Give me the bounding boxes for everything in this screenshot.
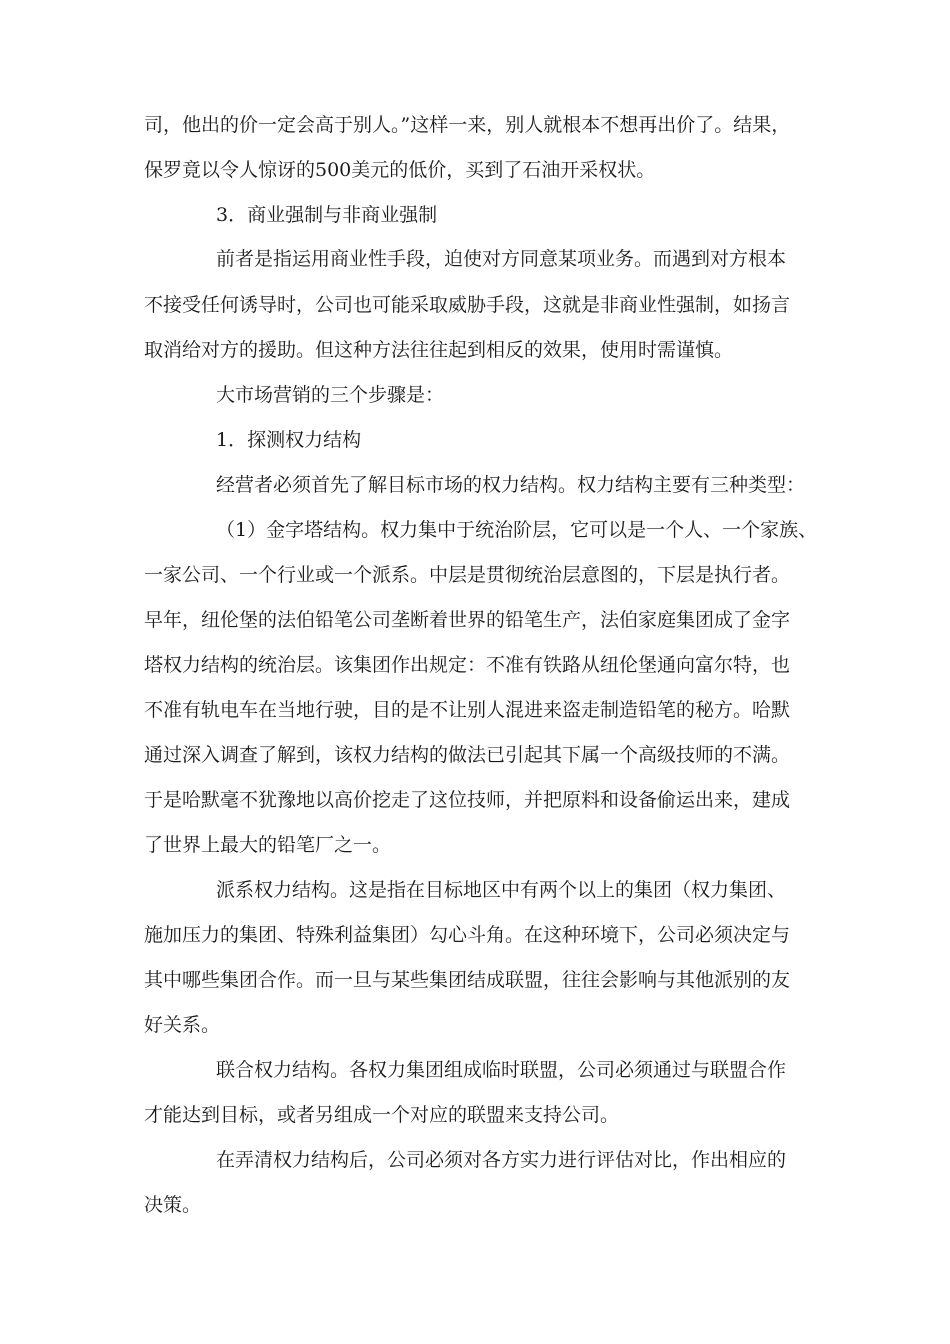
text-line: 通过深入调查了解到，该权力结构的做法已引起其下属一个高级技师的不满。: [144, 744, 791, 766]
text-line: 施加压力的集团、特殊利益集团）勾心斗角。在这种环境下，公司必须决定与: [144, 924, 791, 946]
text-line: 于是哈默毫不犹豫地以高价挖走了这位技师，并把原料和设备偷运出来，建成: [144, 789, 791, 811]
text-line: 不接受任何诱导时，公司也可能采取威胁手段，这就是非商业性强制，如扬言: [144, 294, 791, 316]
text-line: 早年，纽伦堡的法伯铅笔公司垄断着世界的铅笔生产，法伯家庭集团成了金字: [144, 609, 791, 631]
text-line: 一家公司、一个行业或一个派系。中层是贯彻统治层意图的，下层是执行者。: [144, 564, 791, 586]
text-line: 保罗竟以令人惊讶的500美元的低价，买到了石油开采权状。: [144, 159, 656, 181]
text-line: 司，他出的价一定会高于别人。”这样一来，别人就根本不想再出价了。结果，: [144, 114, 791, 136]
text-line: 在弄清权力结构后，公司必须对各方实力进行评估对比，作出相应的: [216, 1149, 787, 1171]
text-line: 才能达到目标，或者另组成一个对应的联盟来支持公司。: [144, 1104, 620, 1126]
text-line: 了世界上最大的铅笔厂之一。: [144, 834, 392, 856]
text-line: 大市场营销的三个步骤是：: [216, 384, 445, 406]
text-line: 塔权力结构的统治层。该集团作出规定：不准有铁路从纽伦堡通向富尔特，也: [144, 654, 791, 676]
section-heading: 3．商业强制与非商业强制: [216, 204, 438, 226]
text-line: 好关系。: [144, 1014, 221, 1036]
text-line: 其中哪些集团合作。而一旦与某些集团结成联盟，往往会影响与其他派别的友: [144, 969, 791, 991]
text-line: 前者是指运用商业性手段，迫使对方同意某项业务。而遇到对方根本: [216, 248, 787, 270]
text-line: 不准有轨电车在当地行驶，目的是不让别人混进来盗走制造铅笔的秘方。哈默: [144, 699, 791, 721]
text-line: （1）金字塔结构。权力集中于统治阶层，它可以是一个人、一个家族、: [216, 519, 818, 541]
text-line: 派系权力结构。这是指在目标地区中有两个以上的集团（权力集团、: [216, 879, 787, 901]
text-line: 决策。: [144, 1194, 202, 1216]
text-line: 联合权力结构。各权力集团组成临时联盟，公司必须通过与联盟合作: [216, 1059, 787, 1081]
section-heading: 1．探测权力结构: [216, 429, 362, 451]
text-line: 取消给对方的援助。但这种方法往往起到相反的效果，使用时需谨慎。: [144, 339, 734, 361]
text-line: 经营者必须首先了解目标市场的权力结构。权力结构主要有三种类型：: [216, 474, 806, 496]
